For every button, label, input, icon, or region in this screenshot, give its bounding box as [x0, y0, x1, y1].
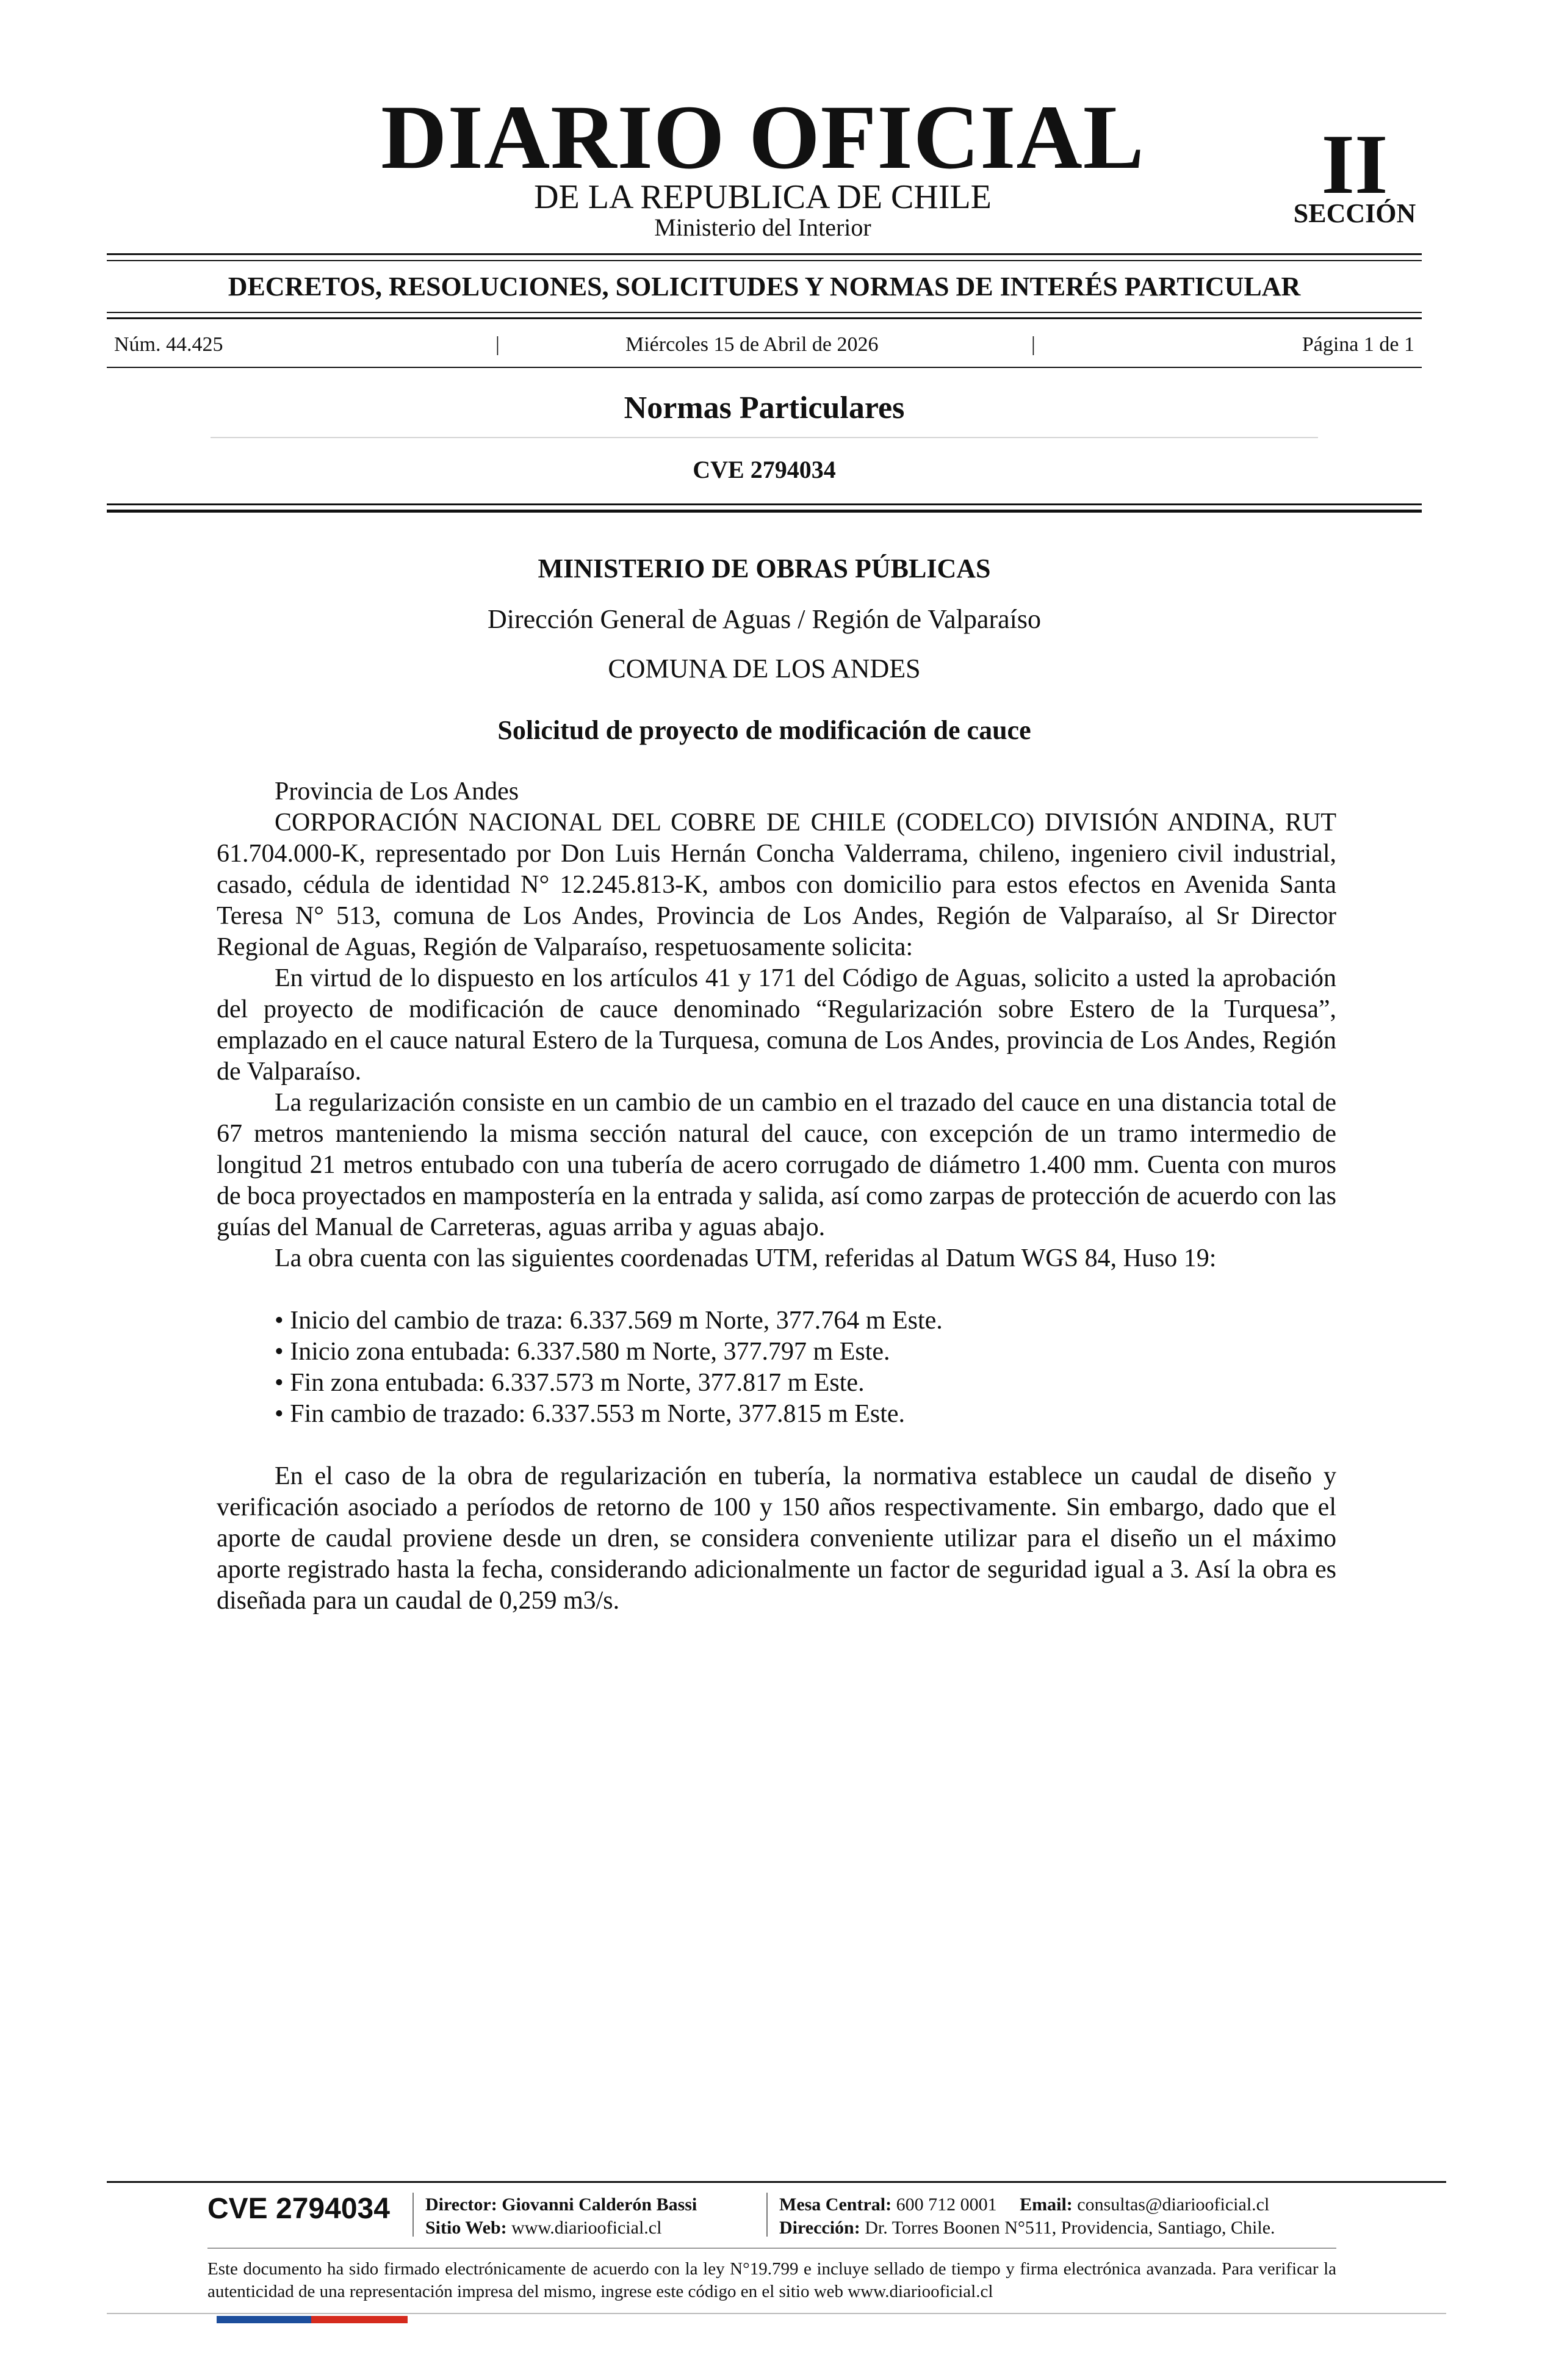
footer-inner-rule — [207, 2248, 1336, 2249]
category-rule-2 — [107, 317, 1422, 319]
list-item: • Inicio del cambio de traza: 6.337.569 m Norte, 377.764 m Este. — [275, 1305, 1336, 1336]
website-label: Sitio Web: — [425, 2218, 507, 2238]
category-heading: DECRETOS, RESOLUCIONES, SOLICITUDES Y NORMAS DE INTERÉS PARTICULAR — [228, 272, 1301, 301]
signature-note: Este documento ha sido firmado electrónicamente de acuerdo con la ley N°19.799 e incluye sellado de tiempo y firma electrónica avanzada. Para verificar la autenticidad de una representación impresa del mismo, ingrese este código en el sitio web www.diariooficial.cl — [207, 2259, 1336, 2301]
meta-separator: | — [495, 333, 500, 356]
page-indicator: Página 1 de 1 — [1302, 333, 1414, 356]
footer-cve-code: CVE 2794034 — [207, 2193, 390, 2225]
newspaper-subtitle: DE LA REPUBLICA DE CHILE — [534, 178, 992, 216]
website-link[interactable]: www.diariooficial.cl — [511, 2218, 662, 2238]
director-name: Giovanni Calderón Bassi — [502, 2194, 697, 2215]
category-rule-1 — [107, 312, 1422, 313]
email-link[interactable]: consultas@diariooficial.cl — [1077, 2194, 1270, 2215]
section-title-rule — [211, 437, 1318, 438]
list-item: • Fin zona entubada: 6.337.573 m Norte, 377.817 m Este. — [275, 1368, 1336, 1399]
meta-separator: | — [1031, 333, 1036, 356]
phone-label: Mesa Central: — [779, 2194, 892, 2215]
footer-address — [779, 2219, 1275, 2237]
address-value: Dr. Torres Boonen N°511, Providencia, Santiago, Chile. — [865, 2218, 1275, 2238]
ministry-line: Ministerio del Interior — [654, 214, 871, 241]
footer-divider — [766, 2193, 768, 2237]
footer-rule — [107, 2181, 1446, 2183]
coordinates-list — [217, 1305, 1336, 1430]
section-label: SECCIÓN — [1293, 198, 1416, 228]
footer-divider — [412, 2193, 414, 2237]
list-item: • Inicio zona entubada: 6.337.580 m Norte, 377.797 m Este. — [275, 1336, 1336, 1368]
cve-code: CVE 2794034 — [693, 456, 836, 483]
footer-bottom-rule — [107, 2313, 1446, 2314]
footer-contact — [779, 2196, 1269, 2214]
province-line: Provincia de Los Andes — [275, 777, 519, 806]
document-subject: Solicitud de proyecto de modificación de cauce — [497, 715, 1031, 745]
phone-value: 600 712 0001 — [896, 2194, 997, 2215]
cve-rule-1 — [107, 503, 1422, 505]
body-paragraph-3: La regularización consiste en un cambio de un cambio en el trazado del cauce en una distancia total de 67 metros manteniendo la misma sección natural del cauce, con excepción de un tramo intermedio de longitud 21 metros entubado con una tubería de acero corrugado de diámetro 1.400 mm. Cuenta con muros de boca proyectados en mampostería en la entrada y salida, así como zarpas de protección de acuerdo con las guías del Manual de Carreteras, aguas arriba y aguas abajo. — [217, 1089, 1336, 1241]
footer-website — [425, 2219, 661, 2237]
newspaper-title: DIARIO OFICIAL — [381, 87, 1145, 188]
cve-rule-2 — [107, 510, 1422, 513]
director-label: Director: — [425, 2194, 497, 2215]
directorate-line: Dirección General de Aguas / Región de Valparaíso — [487, 604, 1041, 634]
meta-rule — [107, 367, 1422, 368]
issue-number: Núm. 44.425 — [114, 333, 223, 356]
flag-stripe-blue — [217, 2316, 311, 2323]
email-label: Email: — [1020, 2194, 1073, 2215]
body-paragraph-5: En el caso de la obra de regularización en tubería, la normativa establece un caudal de diseño y verificación asociado a períodos de retorno de 100 y 150 años respectivamente. Sin embargo, dado que el aporte de caudal proviene desde un dren, se considera conveniente utilizar para el diseño un el máximo aporte registrado hasta la fecha, considerando adicionalmente un factor de seguridad igual a 3. Así la obra es diseñada para un caudal de 0,259 m3/s. — [217, 1462, 1336, 1615]
organization-heading: MINISTERIO DE OBRAS PÚBLICAS — [538, 554, 991, 583]
commune-line: COMUNA DE LOS ANDES — [608, 654, 921, 683]
masthead-rule-2 — [107, 260, 1422, 261]
section-title: Normas Particulares — [624, 391, 905, 425]
flag-stripe-red — [311, 2316, 408, 2323]
list-item: • Fin cambio de trazado: 6.337.553 m Norte, 377.815 m Este. — [275, 1399, 1336, 1430]
masthead-rule-1 — [107, 253, 1422, 255]
body-paragraph-1: CORPORACIÓN NACIONAL DEL COBRE DE CHILE (CODELCO) DIVISIÓN ANDINA, RUT 61.704.000-K, representado por Don Luis Hernán Concha Valderrama, chileno, ingeniero civil industrial, casado, cédula de identidad N° 12.245.813-K, ambos con domicilio para estos efectos en Avenida Santa Teresa N° 513, comuna de Los Andes, Provincia de Los Andes, Región de Valparaíso, al Sr Director Regional de Aguas, Región de Valparaíso, respetuosamente solicita: — [217, 809, 1336, 961]
issue-date: Miércoles 15 de Abril de 2026 — [625, 333, 879, 356]
section-number: II — [1321, 117, 1388, 212]
document-body — [217, 776, 1336, 1617]
body-paragraph-2: En virtud de lo dispuesto en los artículos 41 y 171 del Código de Aguas, solicito a usted la aprobación del proyecto de modificación de cauce denominado “Regularización sobre Estero de la Turquesa”, emplazado en el cauce natural Estero de la Turquesa, comuna de Los Andes, provincia de Los Andes, Región de Valparaíso. — [217, 964, 1336, 1086]
footer-director — [425, 2196, 697, 2214]
address-label: Dirección: — [779, 2218, 860, 2238]
body-paragraph-4: La obra cuenta con las siguientes coordenadas UTM, referidas al Datum WGS 84, Huso 19: — [275, 1244, 1217, 1272]
